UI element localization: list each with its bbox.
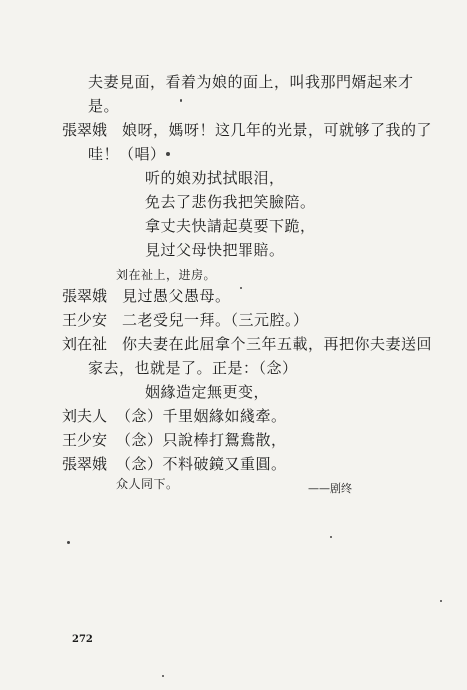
speaker-name: 刘在祉 <box>62 335 108 353</box>
dialogue-line: （念）只說棒打鴛鴦散， <box>116 431 287 449</box>
scan-speck <box>440 600 442 602</box>
scan-speck <box>180 99 182 102</box>
verse-line: 見过父母快把罪賠。 <box>145 241 285 259</box>
verse-line: 姻緣造定無更变， <box>145 383 270 401</box>
text-line: 夫妻見面，看着为娘的面上，叫我那門婿起来才 <box>88 73 414 91</box>
speaker-name: 張翠娥 <box>62 287 108 305</box>
speaker-name: 王少安 <box>62 311 108 329</box>
dialogue-line: 你夫妻在此屈拿个三年五載，再把你夫妻送回 <box>122 335 433 353</box>
dialogue-line: 見过愚父愚母。 <box>122 287 231 305</box>
stage-direction: 刘在祉上，进房。 <box>116 268 217 282</box>
verse-line: 听的娘劝拭拭眼泪， <box>145 169 285 187</box>
scan-speck <box>330 536 332 538</box>
stage-direction: 众人同下。 <box>116 477 179 491</box>
dialogue-line: 二老受兒一拜。（三元腔。） <box>122 311 309 329</box>
scan-speck <box>166 152 170 156</box>
verse-line: 拿丈夫快請起莫要下跪， <box>145 217 316 235</box>
scan-speck <box>67 541 70 544</box>
verse-line: 免去了悲伤我把笑臉陪。 <box>145 193 316 211</box>
text-line: 是。 <box>88 97 120 115</box>
end-mark: ——剧终 <box>308 482 352 495</box>
page-number: 272 <box>72 634 93 645</box>
speaker-name: 張翠娥 <box>62 121 108 139</box>
dialogue-line: 哇！（唱） <box>88 145 166 163</box>
dialogue-line: （念）千里姻緣如綫牽。 <box>116 407 287 425</box>
dialogue-line: 家去，也就是了。正是：（念） <box>88 359 298 377</box>
speaker-name: 刘夫人 <box>62 407 108 425</box>
scan-speck <box>240 287 242 289</box>
speaker-name: 張翠娥 <box>62 455 108 473</box>
scan-speck <box>162 675 164 677</box>
speaker-name: 王少安 <box>62 431 108 449</box>
dialogue-line: 娘呀，媽呀！这几年的光景，可就够了我的了 <box>122 121 433 139</box>
dialogue-line: （念）不料破鏡又重圓。 <box>116 455 287 473</box>
